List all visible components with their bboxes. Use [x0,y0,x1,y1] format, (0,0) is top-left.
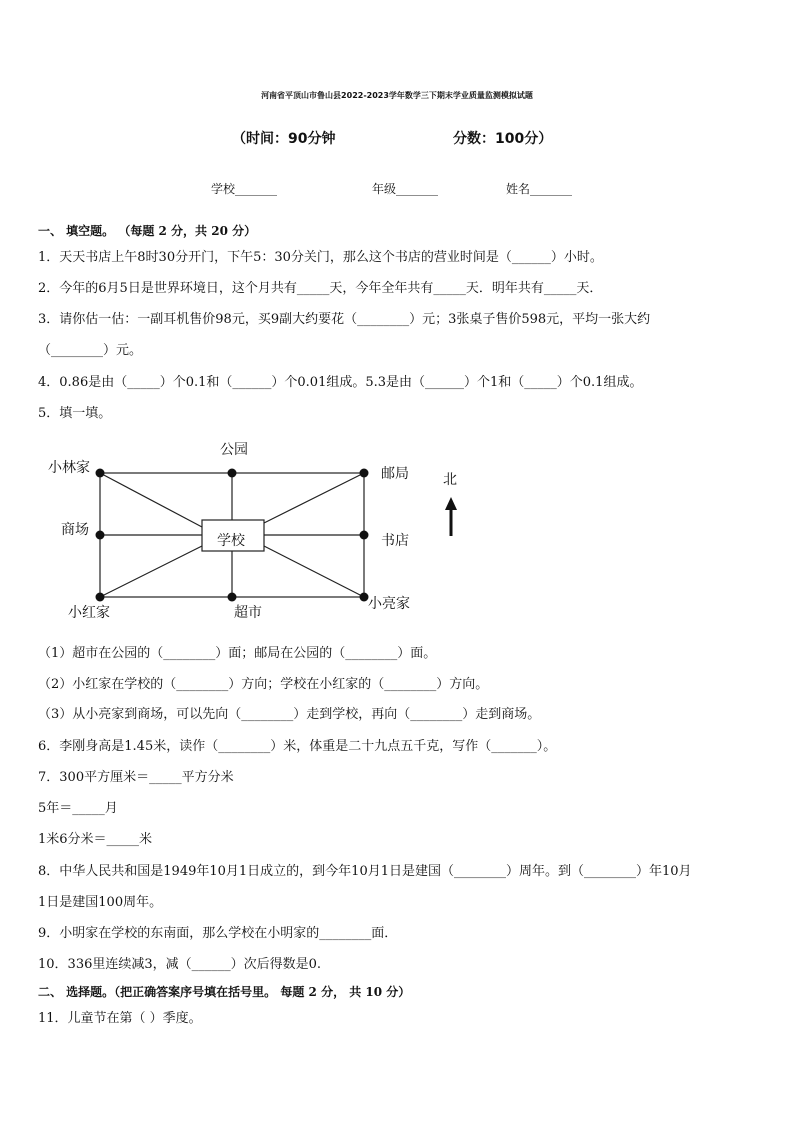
question-5: 5．填一填。 [38,406,112,421]
dot-supermarket [228,593,237,602]
question-9: 9．小明家在学校的东南面，那么学校在小明家的________面． [38,926,398,941]
question-2: 2．今年的6月5日是世界环境日，这个月共有_____天，今年全年共有_____天．明年共有_____天． [38,281,603,296]
map-label-school: 学校 [217,533,245,549]
question-3-continued: （________）元。 [38,343,143,358]
map-label-supermarket: 超市 [234,605,262,621]
question-4: 4．0.86是由（_____）个0.1和（______）个0.01组成。5.3是由（______）个1和（_____）个0.1组成。 [38,375,643,390]
page-title: 河南省平顶山市鲁山县2022-2023学年数学三下期末学业质量监测模拟试题 [261,91,533,100]
question-10: 10．336里连续减3，减（______）次后得数是0. [38,957,322,972]
dot-park [228,469,237,478]
question-5-1: （1）超市在公园的（________）面；邮局在公园的（________）面。 [38,646,437,661]
section-heading-fill-blank: 一、 填空题。 （每题 2 分，共 20 分） [38,224,257,238]
question-7: 7．300平方厘米＝_____平方分米 [38,770,234,785]
question-5-2: （2）小红家在学校的（________）方向；学校在小红家的（________）方向。 [38,677,489,692]
grade-field[interactable]: 年级_______ [372,182,439,196]
map-label-post-office: 邮局 [381,466,409,482]
map-label-mall: 商场 [61,522,89,538]
question-11: 11．儿童节在第（ ）季度。 [38,1011,202,1026]
exam-score: 分数：100分） [453,131,553,147]
question-1: 1．天天书店上午8时30分开门，下午5：30分关门，那么这个书店的营业时间是（______）小时。 [38,250,603,265]
map-label-xiaohong-home: 小红家 [68,605,110,621]
map-label-xiaoliang-home: 小亮家 [368,596,410,612]
question-7-part-2: 5年＝_____月 [38,801,118,816]
question-6: 6．李刚身高是1.45米，读作（________）米，体重是二十九点五千克，写作（_______）。 [38,739,557,754]
section-heading-choice: 二、 选择题。（把正确答案序号填在括号里。 每题 2 分， 共 10 分） [38,985,411,999]
school-field[interactable]: 学校_______ [211,182,278,196]
north-arrow-icon [445,497,457,536]
question-8: 8．中华人民共和国是1949年10月1日成立的，到今年10月1日是建国（________）周年。到（________）年10月 [38,864,692,879]
dot-mall [96,531,105,540]
exam-time: （时间：90分钟 [232,131,336,147]
map-label-xiaolin-home: 小林家 [48,460,90,476]
question-5-3: （3）从小亮家到商场，可以先向（________）走到学校，再向（________）走到商场。 [38,707,541,722]
dot-bookstore [360,531,369,540]
dot-xiaohong-home [96,593,105,602]
question-3: 3．请你估一估：一副耳机售价98元，买9副大约要花（________）元；3张桌子售价598元，平均一张大约 [38,312,651,327]
map-label-bookstore: 书店 [381,533,409,549]
map-label-north: 北 [443,472,457,488]
question-8-continued: 1日是建国100周年。 [38,895,163,910]
question-7-part-3: 1米6分米＝_____米 [38,832,153,847]
name-field[interactable]: 姓名_______ [506,182,573,196]
map-label-park: 公园 [220,442,248,458]
dot-xiaolin-home [96,469,105,478]
dot-post-office [360,469,369,478]
